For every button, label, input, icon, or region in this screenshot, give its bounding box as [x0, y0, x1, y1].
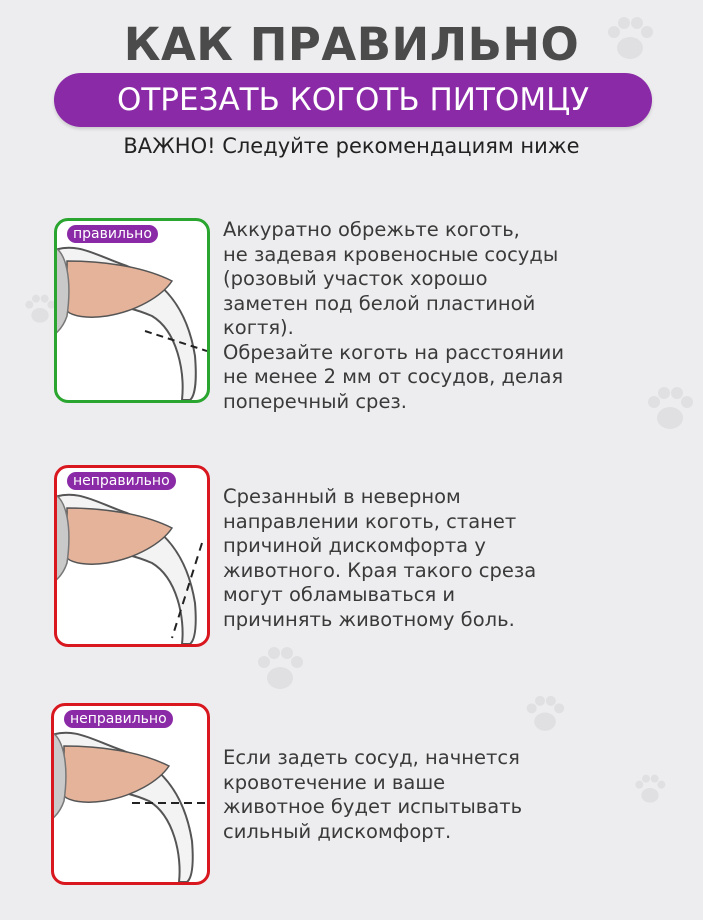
text-line: поперечный срез.: [223, 389, 408, 413]
claw-icon: [57, 468, 207, 644]
text-line: животное будет испытывать: [223, 795, 523, 818]
subtitle: ВАЖНО! Следуйте рекомендациям ниже: [123, 134, 580, 158]
text-line: кровотечение и ваше: [223, 770, 446, 794]
text-line: сильный дискомфорт.: [223, 819, 452, 843]
correct-cut-illustration: [54, 218, 210, 403]
cut-too-short-description: [223, 746, 693, 844]
text-line: могут обламываться и: [223, 583, 456, 606]
text-line: животного. Края такого среза: [223, 558, 537, 582]
paw-print-icon: [520, 690, 570, 740]
text-line: не задевая кровеносные сосуды: [223, 242, 559, 266]
text-line: Обрезайте коготь на расстоянии: [223, 340, 565, 364]
page-title: КАК ПРАВИЛЬНО: [123, 18, 580, 71]
status-badge: неправильно: [64, 710, 173, 728]
status-badge: неправильно: [67, 472, 176, 490]
claw-icon: [57, 221, 207, 400]
text-line: (розовый участок хорошо: [223, 267, 488, 290]
cut-too-short-illustration: [51, 703, 210, 885]
wrong-angle-description: [223, 485, 693, 632]
text-line: не менее 2 мм от сосудов, делая: [223, 365, 564, 388]
wrong-angle-illustration: [54, 465, 210, 647]
text-line: Аккуратно обрежьте коготь,: [223, 218, 520, 241]
correct-cut-description: [223, 218, 693, 414]
text-line: когтя).: [223, 316, 294, 339]
text-line: направлении коготь, станет: [223, 509, 517, 533]
text-line: заметен под белой пластиной: [223, 291, 536, 315]
paw-print-icon: [250, 640, 310, 700]
text-line: причиной дискомфорта у: [223, 534, 486, 557]
text-line: Срезанный в неверном: [223, 485, 461, 508]
text-line: Если задеть сосуд, начнется: [223, 746, 520, 769]
claw-icon: [54, 706, 207, 882]
text-line: причинять животному боль.: [223, 607, 515, 631]
title-banner: ОТРЕЗАТЬ КОГОТЬ ПИТОМЦУ: [54, 73, 652, 127]
status-badge: правильно: [67, 225, 158, 243]
